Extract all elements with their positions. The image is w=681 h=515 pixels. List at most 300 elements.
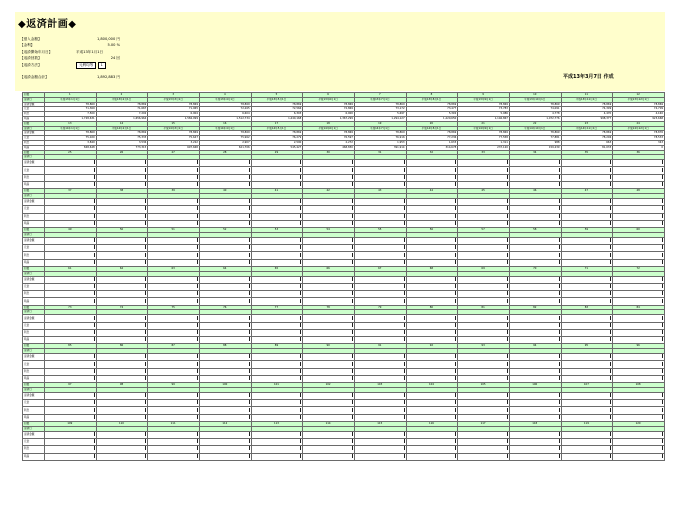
empty-cell[interactable] [45,283,97,290]
empty-cell[interactable] [45,322,97,329]
empty-cell[interactable] [303,400,355,407]
empty-cell[interactable] [613,329,665,336]
empty-cell[interactable] [458,220,510,227]
empty-cell[interactable] [406,438,458,445]
empty-cell[interactable] [148,431,200,438]
empty-cell[interactable] [199,431,251,438]
empty-cell[interactable] [96,375,148,382]
empty-cell[interactable] [303,361,355,368]
empty-cell[interactable] [561,407,613,414]
empty-cell[interactable] [406,414,458,421]
empty-cell[interactable] [613,182,665,189]
empty-cell[interactable] [561,259,613,266]
empty-cell[interactable] [509,431,561,438]
empty-cell[interactable] [251,446,303,453]
empty-cell[interactable] [303,375,355,382]
empty-cell[interactable] [613,237,665,244]
empty-cell[interactable] [613,298,665,305]
empty-cell[interactable] [303,220,355,227]
empty-cell[interactable] [303,291,355,298]
empty-cell[interactable] [509,252,561,259]
empty-cell[interactable] [458,283,510,290]
empty-cell[interactable] [458,291,510,298]
empty-cell[interactable] [199,315,251,322]
empty-cell[interactable] [613,167,665,174]
empty-cell[interactable] [406,291,458,298]
empty-cell[interactable] [148,322,200,329]
empty-cell[interactable] [45,329,97,336]
empty-cell[interactable] [354,407,406,414]
empty-cell[interactable] [96,431,148,438]
empty-cell[interactable] [406,252,458,259]
empty-cell[interactable] [613,446,665,453]
empty-cell[interactable] [406,167,458,174]
empty-cell[interactable] [199,400,251,407]
empty-cell[interactable] [613,392,665,399]
empty-cell[interactable] [509,368,561,375]
empty-cell[interactable] [199,407,251,414]
empty-cell[interactable] [613,361,665,368]
empty-cell[interactable] [303,160,355,167]
empty-cell[interactable] [458,438,510,445]
empty-cell[interactable] [613,368,665,375]
empty-cell[interactable] [458,245,510,252]
empty-cell[interactable] [509,245,561,252]
empty-cell[interactable] [509,329,561,336]
empty-cell[interactable] [303,213,355,220]
empty-cell[interactable] [613,220,665,227]
empty-cell[interactable] [45,446,97,453]
empty-cell[interactable] [509,438,561,445]
empty-cell[interactable] [354,276,406,283]
empty-cell[interactable] [354,354,406,361]
empty-cell[interactable] [45,400,97,407]
empty-cell[interactable] [561,438,613,445]
empty-cell[interactable] [199,237,251,244]
empty-cell[interactable] [354,329,406,336]
empty-cell[interactable] [406,400,458,407]
empty-cell[interactable] [148,354,200,361]
empty-cell[interactable] [509,453,561,460]
empty-cell[interactable] [613,206,665,213]
empty-cell[interactable] [96,315,148,322]
empty-cell[interactable] [354,392,406,399]
empty-cell[interactable] [406,375,458,382]
empty-cell[interactable] [354,213,406,220]
empty-cell[interactable] [561,291,613,298]
empty-cell[interactable] [199,220,251,227]
empty-cell[interactable] [458,329,510,336]
empty-cell[interactable] [303,315,355,322]
empty-cell[interactable] [251,198,303,205]
empty-cell[interactable] [509,322,561,329]
empty-cell[interactable] [251,400,303,407]
empty-cell[interactable] [303,252,355,259]
empty-cell[interactable] [199,182,251,189]
empty-cell[interactable] [509,354,561,361]
empty-cell[interactable] [406,245,458,252]
empty-cell[interactable] [613,414,665,421]
empty-cell[interactable] [148,315,200,322]
empty-cell[interactable] [354,400,406,407]
empty-cell[interactable] [458,400,510,407]
empty-cell[interactable] [509,182,561,189]
empty-cell[interactable] [354,259,406,266]
empty-cell[interactable] [458,407,510,414]
empty-cell[interactable] [251,438,303,445]
empty-cell[interactable] [199,276,251,283]
empty-cell[interactable] [561,337,613,344]
empty-cell[interactable] [354,182,406,189]
empty-cell[interactable] [406,298,458,305]
empty-cell[interactable] [406,182,458,189]
empty-cell[interactable] [96,438,148,445]
empty-cell[interactable] [303,259,355,266]
empty-cell[interactable] [96,213,148,220]
empty-cell[interactable] [148,198,200,205]
empty-cell[interactable] [561,375,613,382]
empty-cell[interactable] [148,206,200,213]
empty-cell[interactable] [45,220,97,227]
empty-cell[interactable] [45,368,97,375]
empty-cell[interactable] [199,453,251,460]
empty-cell[interactable] [148,174,200,181]
empty-cell[interactable] [458,431,510,438]
empty-cell[interactable] [148,220,200,227]
empty-cell[interactable] [303,167,355,174]
empty-cell[interactable] [561,206,613,213]
empty-cell[interactable] [251,407,303,414]
empty-cell[interactable] [561,276,613,283]
empty-cell[interactable] [303,182,355,189]
empty-cell[interactable] [148,407,200,414]
empty-cell[interactable] [96,446,148,453]
empty-cell[interactable] [354,368,406,375]
empty-cell[interactable] [199,322,251,329]
empty-cell[interactable] [406,446,458,453]
empty-cell[interactable] [561,167,613,174]
empty-cell[interactable] [45,206,97,213]
empty-cell[interactable] [96,407,148,414]
empty-cell[interactable] [354,206,406,213]
empty-cell[interactable] [148,392,200,399]
empty-cell[interactable] [561,322,613,329]
empty-cell[interactable] [458,322,510,329]
empty-cell[interactable] [148,414,200,421]
empty-cell[interactable] [561,329,613,336]
empty-cell[interactable] [613,213,665,220]
empty-cell[interactable] [509,174,561,181]
empty-cell[interactable] [251,329,303,336]
empty-cell[interactable] [148,252,200,259]
empty-cell[interactable] [509,298,561,305]
empty-cell[interactable] [303,198,355,205]
empty-cell[interactable] [458,337,510,344]
empty-cell[interactable] [45,354,97,361]
empty-cell[interactable] [148,361,200,368]
empty-cell[interactable] [509,392,561,399]
empty-cell[interactable] [45,361,97,368]
empty-cell[interactable] [45,198,97,205]
empty-cell[interactable] [406,206,458,213]
empty-cell[interactable] [199,252,251,259]
empty-cell[interactable] [303,368,355,375]
empty-cell[interactable] [509,206,561,213]
empty-cell[interactable] [148,182,200,189]
empty-cell[interactable] [354,220,406,227]
empty-cell[interactable] [561,361,613,368]
empty-cell[interactable] [458,182,510,189]
empty-cell[interactable] [45,245,97,252]
empty-cell[interactable] [561,252,613,259]
empty-cell[interactable] [613,259,665,266]
empty-cell[interactable] [148,291,200,298]
empty-cell[interactable] [251,283,303,290]
empty-cell[interactable] [303,298,355,305]
method-select[interactable]: 元利均等 [76,62,96,69]
empty-cell[interactable] [148,329,200,336]
empty-cell[interactable] [561,245,613,252]
empty-cell[interactable] [509,220,561,227]
empty-cell[interactable] [458,354,510,361]
empty-cell[interactable] [45,259,97,266]
empty-cell[interactable] [96,361,148,368]
empty-cell[interactable] [406,213,458,220]
empty-cell[interactable] [458,298,510,305]
empty-cell[interactable] [96,283,148,290]
empty-cell[interactable] [406,322,458,329]
empty-cell[interactable] [199,213,251,220]
empty-cell[interactable] [96,368,148,375]
empty-cell[interactable] [148,283,200,290]
empty-cell[interactable] [458,252,510,259]
empty-cell[interactable] [303,407,355,414]
empty-cell[interactable] [96,220,148,227]
empty-cell[interactable] [251,368,303,375]
empty-cell[interactable] [96,252,148,259]
empty-cell[interactable] [354,167,406,174]
empty-cell[interactable] [303,453,355,460]
empty-cell[interactable] [354,322,406,329]
empty-cell[interactable] [199,414,251,421]
empty-cell[interactable] [148,167,200,174]
empty-cell[interactable] [96,322,148,329]
empty-cell[interactable] [199,354,251,361]
empty-cell[interactable] [406,453,458,460]
empty-cell[interactable] [199,283,251,290]
empty-cell[interactable] [509,337,561,344]
empty-cell[interactable] [45,337,97,344]
empty-cell[interactable] [406,407,458,414]
empty-cell[interactable] [148,375,200,382]
empty-cell[interactable] [561,414,613,421]
empty-cell[interactable] [354,298,406,305]
empty-cell[interactable] [458,174,510,181]
empty-cell[interactable] [354,361,406,368]
empty-cell[interactable] [458,259,510,266]
empty-cell[interactable] [613,453,665,460]
empty-cell[interactable] [613,315,665,322]
empty-cell[interactable] [406,337,458,344]
empty-cell[interactable] [251,337,303,344]
empty-cell[interactable] [354,453,406,460]
empty-cell[interactable] [45,291,97,298]
empty-cell[interactable] [251,245,303,252]
empty-cell[interactable] [96,245,148,252]
empty-cell[interactable] [199,438,251,445]
empty-cell[interactable] [45,276,97,283]
empty-cell[interactable] [613,252,665,259]
empty-cell[interactable] [509,361,561,368]
empty-cell[interactable] [406,283,458,290]
empty-cell[interactable] [561,315,613,322]
empty-cell[interactable] [96,400,148,407]
empty-cell[interactable] [251,206,303,213]
empty-cell[interactable] [354,160,406,167]
empty-cell[interactable] [458,361,510,368]
empty-cell[interactable] [45,252,97,259]
empty-cell[interactable] [148,438,200,445]
empty-cell[interactable] [509,276,561,283]
empty-cell[interactable] [561,368,613,375]
empty-cell[interactable] [561,431,613,438]
empty-cell[interactable] [354,198,406,205]
empty-cell[interactable] [199,446,251,453]
empty-cell[interactable] [561,160,613,167]
empty-cell[interactable] [251,174,303,181]
empty-cell[interactable] [458,160,510,167]
empty-cell[interactable] [96,329,148,336]
empty-cell[interactable] [96,259,148,266]
empty-cell[interactable] [561,237,613,244]
empty-cell[interactable] [303,392,355,399]
empty-cell[interactable] [458,375,510,382]
empty-cell[interactable] [199,167,251,174]
empty-cell[interactable] [251,315,303,322]
empty-cell[interactable] [613,322,665,329]
empty-cell[interactable] [458,206,510,213]
empty-cell[interactable] [509,237,561,244]
empty-cell[interactable] [458,368,510,375]
empty-cell[interactable] [303,322,355,329]
empty-cell[interactable] [406,198,458,205]
empty-cell[interactable] [613,337,665,344]
empty-cell[interactable] [251,237,303,244]
empty-cell[interactable] [251,276,303,283]
empty-cell[interactable] [509,167,561,174]
empty-cell[interactable] [96,354,148,361]
empty-cell[interactable] [458,414,510,421]
empty-cell[interactable] [251,298,303,305]
empty-cell[interactable] [303,337,355,344]
empty-cell[interactable] [354,283,406,290]
empty-cell[interactable] [199,198,251,205]
empty-cell[interactable] [613,291,665,298]
empty-cell[interactable] [509,198,561,205]
empty-cell[interactable] [96,276,148,283]
empty-cell[interactable] [561,220,613,227]
empty-cell[interactable] [509,291,561,298]
empty-cell[interactable] [303,174,355,181]
empty-cell[interactable] [199,206,251,213]
empty-cell[interactable] [561,392,613,399]
empty-cell[interactable] [45,438,97,445]
empty-cell[interactable] [406,392,458,399]
empty-cell[interactable] [354,252,406,259]
empty-cell[interactable] [251,252,303,259]
empty-cell[interactable] [613,245,665,252]
empty-cell[interactable] [354,291,406,298]
empty-cell[interactable] [613,407,665,414]
empty-cell[interactable] [199,160,251,167]
empty-cell[interactable] [148,160,200,167]
empty-cell[interactable] [406,329,458,336]
empty-cell[interactable] [458,315,510,322]
empty-cell[interactable] [613,400,665,407]
empty-cell[interactable] [354,315,406,322]
empty-cell[interactable] [406,276,458,283]
empty-cell[interactable] [45,375,97,382]
empty-cell[interactable] [406,354,458,361]
empty-cell[interactable] [354,414,406,421]
empty-cell[interactable] [45,414,97,421]
empty-cell[interactable] [509,414,561,421]
empty-cell[interactable] [561,283,613,290]
empty-cell[interactable] [354,237,406,244]
empty-cell[interactable] [96,237,148,244]
empty-cell[interactable] [613,431,665,438]
empty-cell[interactable] [509,407,561,414]
empty-cell[interactable] [303,206,355,213]
empty-cell[interactable] [613,198,665,205]
empty-cell[interactable] [613,160,665,167]
empty-cell[interactable] [251,167,303,174]
empty-cell[interactable] [199,259,251,266]
empty-cell[interactable] [251,322,303,329]
empty-cell[interactable] [613,354,665,361]
empty-cell[interactable] [96,167,148,174]
empty-cell[interactable] [354,375,406,382]
empty-cell[interactable] [251,414,303,421]
empty-cell[interactable] [96,291,148,298]
empty-cell[interactable] [354,438,406,445]
empty-cell[interactable] [45,407,97,414]
empty-cell[interactable] [303,414,355,421]
empty-cell[interactable] [354,446,406,453]
empty-cell[interactable] [199,329,251,336]
empty-cell[interactable] [303,245,355,252]
empty-cell[interactable] [251,213,303,220]
empty-cell[interactable] [561,446,613,453]
empty-cell[interactable] [148,368,200,375]
empty-cell[interactable] [251,392,303,399]
empty-cell[interactable] [148,245,200,252]
empty-cell[interactable] [561,354,613,361]
empty-cell[interactable] [45,182,97,189]
empty-cell[interactable] [199,174,251,181]
empty-cell[interactable] [458,392,510,399]
empty-cell[interactable] [406,237,458,244]
empty-cell[interactable] [406,174,458,181]
empty-cell[interactable] [509,400,561,407]
empty-cell[interactable] [251,182,303,189]
empty-cell[interactable] [148,259,200,266]
empty-cell[interactable] [303,283,355,290]
empty-cell[interactable] [458,446,510,453]
empty-cell[interactable] [45,298,97,305]
empty-cell[interactable] [303,329,355,336]
empty-cell[interactable] [45,392,97,399]
